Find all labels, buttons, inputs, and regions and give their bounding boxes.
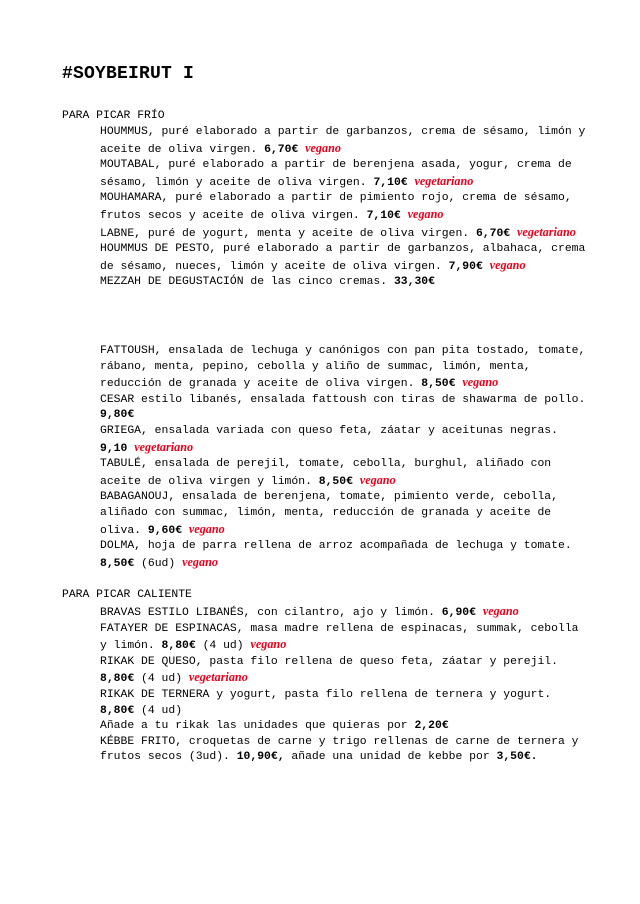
diet-tag: vegano — [462, 375, 499, 390]
item-price: 8,80€ — [100, 673, 135, 686]
item-price: 8,80€ — [100, 704, 135, 717]
item-description: MEZZAH DE DEGUSTACIÓN de las cinco cremas. — [100, 276, 388, 289]
item-description: Añade a tu rikak las unidades que quieras por — [100, 720, 408, 733]
item-price: 9,60€ — [147, 524, 183, 537]
caliente-group — [100, 604, 586, 766]
item-description: RIKAK DE TERNERA y yogurt, pasta filo rellena de ternera y yogurt. — [100, 688, 552, 701]
menu-item-hoummus-pesto — [100, 242, 586, 275]
diet-tag: vegano — [305, 140, 341, 155]
menu-item-fattoush — [100, 344, 586, 393]
menu-item-cesar — [100, 393, 586, 424]
item-price: 6,70€ — [264, 143, 299, 156]
item-price: 8,80€ — [161, 640, 196, 653]
item-price: 6,90€ — [441, 607, 476, 619]
menu-item-babaganouj — [100, 490, 586, 539]
diet-tag: vegetariano — [188, 670, 248, 685]
menu-item-rikak-ternera — [100, 688, 586, 719]
menu-item-dolma — [100, 539, 586, 572]
diet-tag: vegetariano — [517, 224, 576, 239]
frio-group-1 — [100, 125, 586, 291]
menu-item-labne — [100, 225, 586, 243]
item-units: (4 ud) — [141, 704, 183, 717]
page-title: #SOYBEIRUT I — [62, 64, 195, 84]
menu-item-kebbe — [100, 735, 586, 766]
item-description: FATTOUSH, ensalada de lechuga y canónigos con pan pita tostado, tomate, rábano, menta, pepino, cebolla y aliño de summac, limón, menta, reducción de granada y aceite de oliva virgen. — [100, 345, 586, 391]
item-price: 8,50€ — [421, 378, 456, 391]
menu-item-mouhamara — [100, 191, 586, 224]
item-price: 10,90€, — [236, 751, 285, 764]
item-description: MOUTABAL, puré elaborado a partir de berenjena asada, yogur, crema de sésamo, limón y aceite de oliva virgen. — [100, 159, 572, 189]
item-description: BABAGANOUJ, ensalada de berenjena, tomate, pimiento verde, cebolla, aliñado con summac, limón, menta, reducción de granada y aceite de oliva. — [100, 491, 558, 537]
item-price: 8,50€ — [100, 557, 135, 570]
item-description: FATAYER DE ESPINACAS, masa madre rellena de espinacas, summak, cebolla y limón. — [100, 622, 579, 653]
item-description: CESAR estilo libanés, ensalada fattoush con tiras de shawarma de pollo. — [100, 393, 586, 406]
menu-item-bravas — [100, 604, 586, 622]
item-units: (4 ud) — [202, 640, 244, 653]
menu-item-griega — [100, 424, 586, 457]
item-description: LABNE, puré de yogurt, menta y aceite de oliva virgen. — [100, 227, 470, 240]
diet-tag: vegetariano — [414, 173, 474, 188]
item-price: 6,70€ — [475, 227, 511, 240]
item-description: GRIEGA, ensalada variada con queso feta, záatar y aceitunas negras. — [100, 424, 558, 437]
diet-tag: vegano — [250, 637, 287, 652]
item-extra-price: 3,50€. — [496, 751, 538, 764]
item-description: DOLMA, hoja de parra rellena de arroz acompañada de lechuga y tomate. — [100, 540, 572, 553]
diet-tag: vegano — [359, 472, 396, 487]
section-heading-frio: PARA PICAR FRÍO — [62, 110, 165, 122]
diet-tag: vegano — [188, 521, 225, 536]
item-units: (6ud) — [141, 557, 176, 570]
item-price: 2,20€ — [414, 720, 449, 733]
item-price: 7,10€ — [366, 209, 401, 222]
diet-tag: vegano — [482, 604, 519, 618]
menu-item-moutabal — [100, 158, 586, 191]
section-heading-caliente: PARA PICAR CALIENTE — [62, 589, 192, 601]
item-price: 8,50€ — [318, 475, 353, 488]
diet-tag: vegano — [182, 554, 218, 569]
item-description: BRAVAS ESTILO LIBANÉS, con cilantro, ajo y limón. — [100, 607, 435, 619]
item-description: HOUMMUS DE PESTO, puré elaborado a partir de garbanzos, albahaca, crema de sésamo, nueces, limón y aceite de oliva virgen. — [100, 243, 586, 273]
menu-item-tabule — [100, 457, 586, 490]
item-extra-note: añade una unidad de kebbe por — [291, 751, 490, 764]
diet-tag: vegetariano — [134, 439, 194, 454]
diet-tag: vegano — [489, 257, 526, 272]
frio-group-2 — [100, 344, 586, 572]
item-description: TABULÉ, ensalada de perejil, tomate, cebolla, burghul, aliñado con aceite de oliva virgen y limón. — [100, 458, 552, 488]
diet-tag: vegano — [407, 206, 444, 221]
item-price: 9,10 — [100, 442, 128, 455]
item-price: 7,10€ — [373, 176, 408, 189]
item-units: (4 ud) — [141, 673, 183, 686]
item-description: KÉBBE FRITO, croquetas de carne y trigo rellenas de carne de ternera y frutos secos (3ud). — [100, 735, 579, 764]
item-description: MOUHAMARA, puré elaborado a partir de pimiento rojo, crema de sésamo, frutos secos y aceite de oliva virgen. — [100, 192, 572, 222]
menu-item-mezzah — [100, 275, 586, 291]
menu-item-hoummus — [100, 125, 586, 158]
item-description: HOUMMUS, puré elaborado a partir de garbanzos, crema de sésamo, limón y aceite de oliva virgen. — [100, 126, 586, 156]
item-price: 7,90€ — [448, 260, 483, 273]
item-price: 33,30€ — [393, 276, 435, 289]
menu-item-rikak-queso — [100, 655, 586, 688]
item-description: RIKAK DE QUESO, pasta filo rellena de queso feta, záatar y perejil. — [100, 655, 558, 668]
menu-item-rikak-extra — [100, 719, 586, 735]
menu-item-fatayer — [100, 622, 586, 655]
item-price: 9,80€ — [100, 409, 135, 422]
